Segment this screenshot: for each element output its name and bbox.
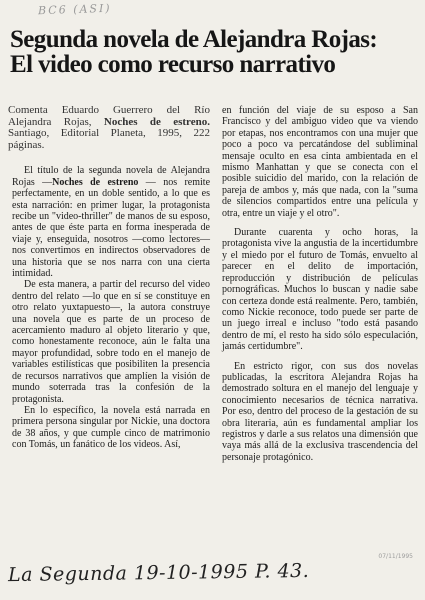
archive-date-stamp: 07/11/1995 bbox=[378, 553, 413, 560]
publication-info: Santiago, Editorial Planeta, 1995, 222 páginas. bbox=[8, 127, 210, 151]
body-paragraph-3: En lo específico, la novela está narrada en primera persona singular por Nickie, una doctora de 38 años, y que cumple cinco de matrimonio con Tomás, un fanático de los videos. Así, bbox=[12, 404, 210, 451]
article-headline bbox=[10, 27, 420, 77]
left-column bbox=[8, 105, 210, 451]
book-title: Noches de estreno. bbox=[103, 115, 210, 128]
handwritten-archive-code: BC6 (ASI) bbox=[37, 1, 112, 18]
book-reference bbox=[8, 105, 210, 151]
reviewer-credit: Comenta Eduardo Guerrero del Río bbox=[8, 104, 210, 116]
right-column bbox=[222, 105, 418, 463]
body-paragraph-4: en función del viaje de su esposo a San Francisco y del ambiguo video que va viendo por etapas, nos encontramos con una mujer que poco a poco va percatándose del subliminal mensaje oculto en esa cinta ambientada en el mismo Manhattan y que se conecta con el posible suicidio del marido, con la relación de pareja de ambos y, más que nada, con la "suma de silencios compartidos entre una película y otra, entre un viaje y el otro". bbox=[222, 105, 418, 219]
body-paragraph-5: Durante cuarenta y ocho horas, la protagonista vive la angustia de la incertidumbre y el miedo por el futuro de Tomás, envuelto al parecer en el delito de importación, reproducción y distribución de películas pornográficas. Muchos lo buscan y nadie sabe con certeza donde está realmente. Pero, también, como Nickie reconoce, todo puede ser parte de un juego irreal e incluso "todo está pasando dentro de mí, el resto ha sido sólo especulación, jamás certidumbre". bbox=[222, 227, 418, 353]
handwritten-source-note: La Segunda 19-10-1995 P. 43. bbox=[7, 559, 310, 587]
body-paragraph-6: En estricto rigor, con sus dos novelas publicadas, la escritora Alejandra Rojas ha demostrado soltura en el manejo del lenguaje y conocimiento necesarios de técnica narrativa. Por eso, dentro del proceso de la gestación de su obra literaria, aún es fundamental ampliar los registros y darle a sus relatos una dimensión que vaya más allá de la exclusiva trascendencia del personaje protagónico. bbox=[222, 360, 418, 463]
headline-line-1: Segunda novela de Alejandra Rojas: bbox=[10, 26, 378, 53]
inline-book-title: Noches de estreno bbox=[52, 176, 139, 188]
headline-line-2: El video como recurso narrativo bbox=[10, 51, 336, 78]
body-paragraph-1: El título de la segunda novela de Alejandra Rojas —Noches de estreno — nos remite perfectamente, en un doble sentido, a lo que es esta narración: en primer lugar, la protagonista recibe un "video-thriller" de manos de su esposo, antes de que éste parta en forma inesperada de viaje y, enseguida, nosotros —como lectores— nos convertimos en indirectos observadores de una historia que se nos narra con una cierta intimidad. bbox=[12, 165, 211, 280]
body-paragraph-2: De esta manera, a partir del recurso del video dentro del relato —lo que en sí se constituye en otro relato yuxtapuesto—, la autora construye una novela que es parte de un proceso de acercamiento maduro al objeto literario y que, como honestamente reconoce, aún le falta una mayor profundidad, sobre todo en el manejo de variables estilísticas que posibiliten la presencia de recursos narrativos que amplíen la visión de mundo soterrada tras la confesión de la protagonista. bbox=[12, 279, 210, 405]
book-author: Alejandra Rojas, bbox=[8, 115, 92, 128]
